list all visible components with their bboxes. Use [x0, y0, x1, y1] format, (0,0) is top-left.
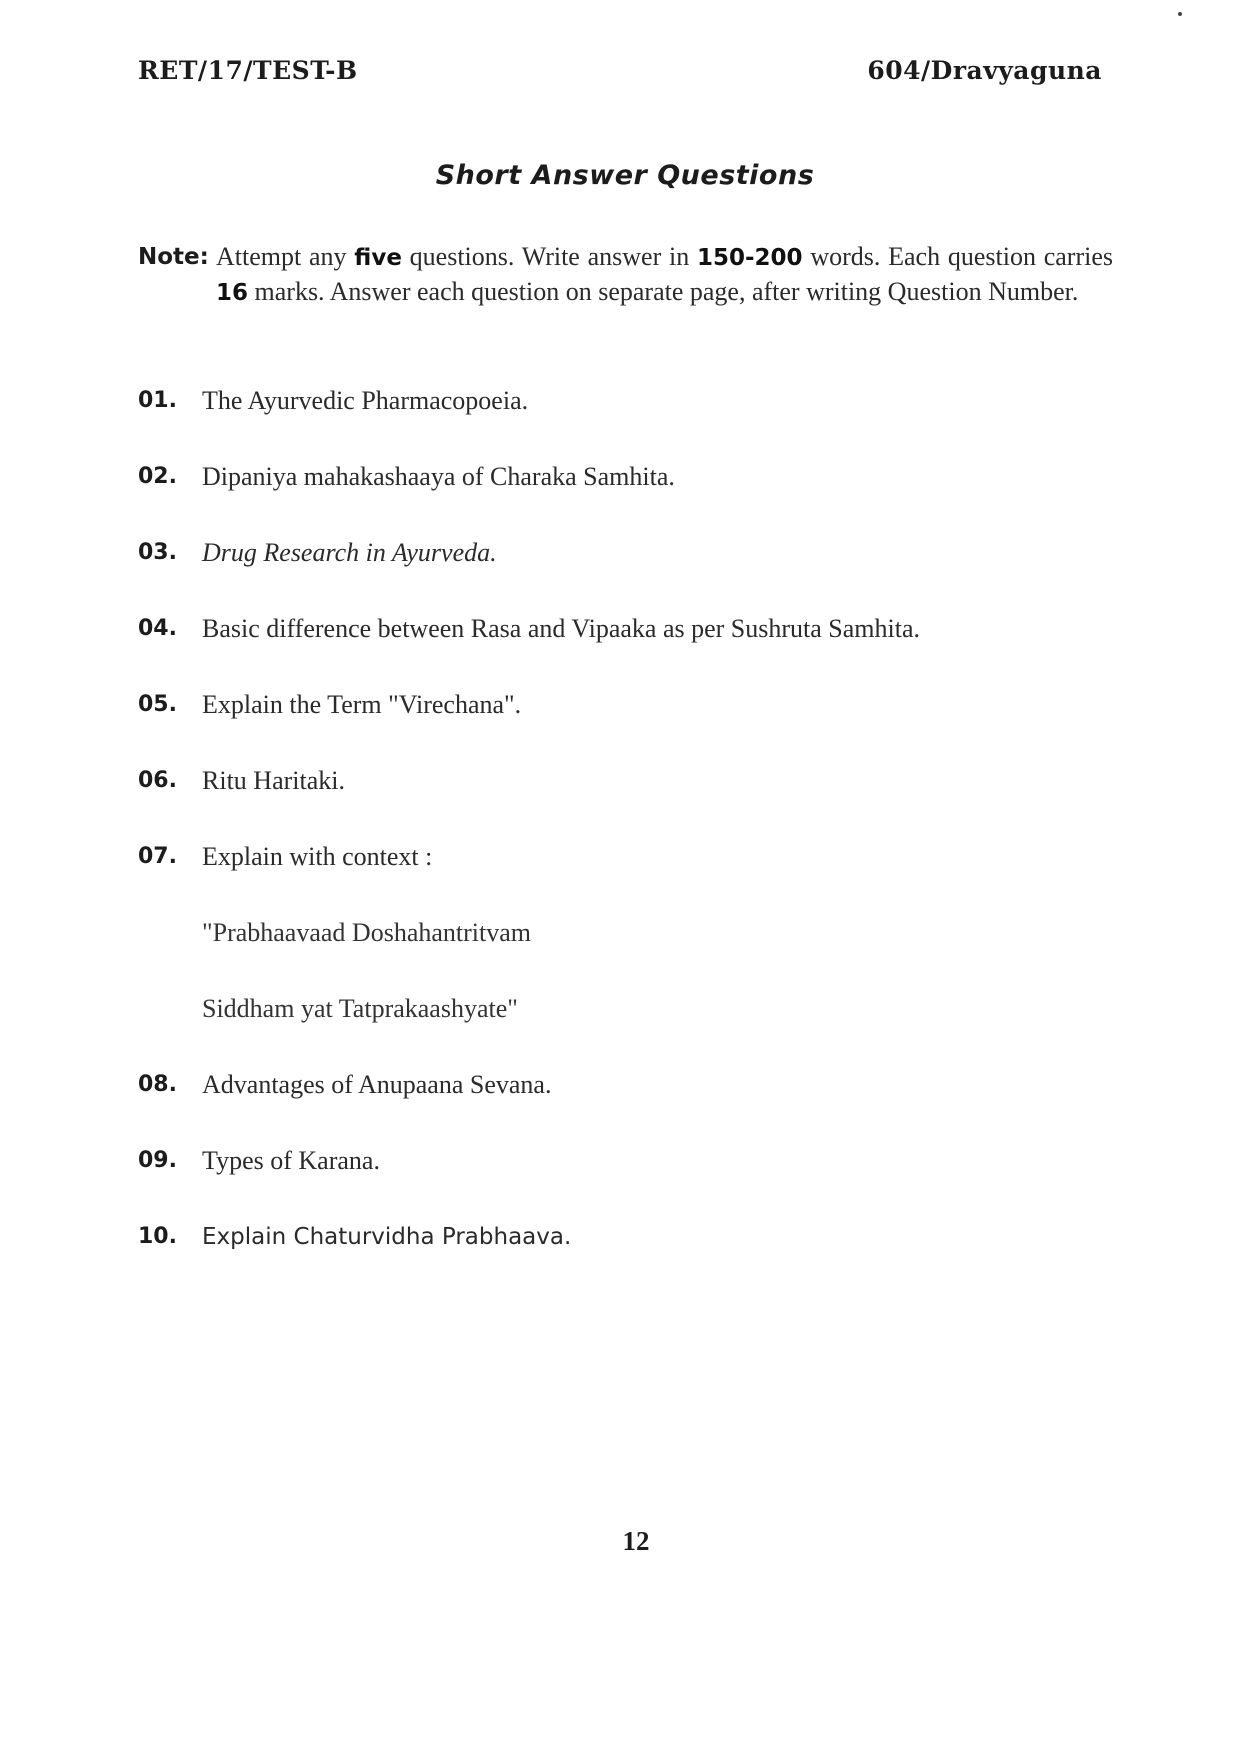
question-item — [138, 538, 1118, 614]
question-text: Explain Chaturvidha Prabhaava. — [202, 1224, 572, 1250]
question-item — [138, 1146, 1118, 1222]
quote-line-2: Siddham yat Tatprakaashyate" — [202, 994, 518, 1023]
note-bold-count: five — [354, 245, 402, 271]
note-label: Note: — [138, 244, 209, 270]
question-number: 02. — [138, 464, 177, 489]
instructions-note — [138, 240, 1113, 310]
question-list — [138, 386, 1118, 1298]
question-item — [138, 1222, 1118, 1298]
question-number: 07. — [138, 844, 177, 869]
subject-code: 604/Dravyaguna — [867, 56, 1102, 85]
note-bold-marks: 16 — [216, 280, 249, 306]
question-item — [138, 842, 1118, 1070]
question-text: Ritu Haritaki. — [202, 766, 345, 795]
quote-line-1: "Prabhaavaad Doshahantritvam — [202, 918, 531, 947]
section-title: Short Answer Questions — [435, 160, 815, 191]
note-body — [138, 240, 1113, 310]
page-number: 12 — [622, 1526, 650, 1556]
question-text: The Ayurvedic Pharmacopoeia. — [202, 386, 529, 415]
question-text: Drug Research in Ayurveda. — [202, 538, 497, 567]
question-item — [138, 614, 1118, 690]
question-text: Advantages of Anupaana Sevana. — [202, 1070, 552, 1099]
question-item — [138, 462, 1118, 538]
question-text: Types of Karana. — [202, 1146, 380, 1175]
note-text-4: marks. Answer each question on separate page, after writing Question Number. — [248, 277, 1079, 306]
question-number: 09. — [138, 1148, 177, 1173]
note-text-3: words. Each question carries — [802, 242, 1113, 271]
question-number: 08. — [138, 1072, 177, 1097]
question-item — [138, 1070, 1118, 1146]
note-text-1: Attempt any — [216, 242, 355, 271]
question-number: 01. — [138, 388, 177, 413]
note-bold-words: 150-200 — [696, 245, 803, 271]
question-text: Explain the Term "Virechana". — [202, 690, 522, 719]
question-item — [138, 690, 1118, 766]
question-text: Basic difference between Rasa and Vipaaka as per Sushruta Samhita. — [202, 614, 921, 643]
note-text-2: questions. Write answer in — [401, 242, 697, 271]
question-text: Explain with context : — [202, 842, 433, 871]
question-item — [138, 766, 1118, 842]
question-item — [138, 386, 1118, 462]
scan-speck — [1178, 12, 1182, 16]
question-number: 04. — [138, 616, 177, 641]
question-number: 05. — [138, 692, 177, 717]
question-text: Dipaniya mahakashaaya of Charaka Samhita. — [202, 462, 675, 491]
paper-code: RET/17/TEST-B — [138, 56, 358, 85]
question-number: 03. — [138, 540, 177, 565]
question-number: 10. — [138, 1224, 177, 1249]
question-number: 06. — [138, 768, 177, 793]
